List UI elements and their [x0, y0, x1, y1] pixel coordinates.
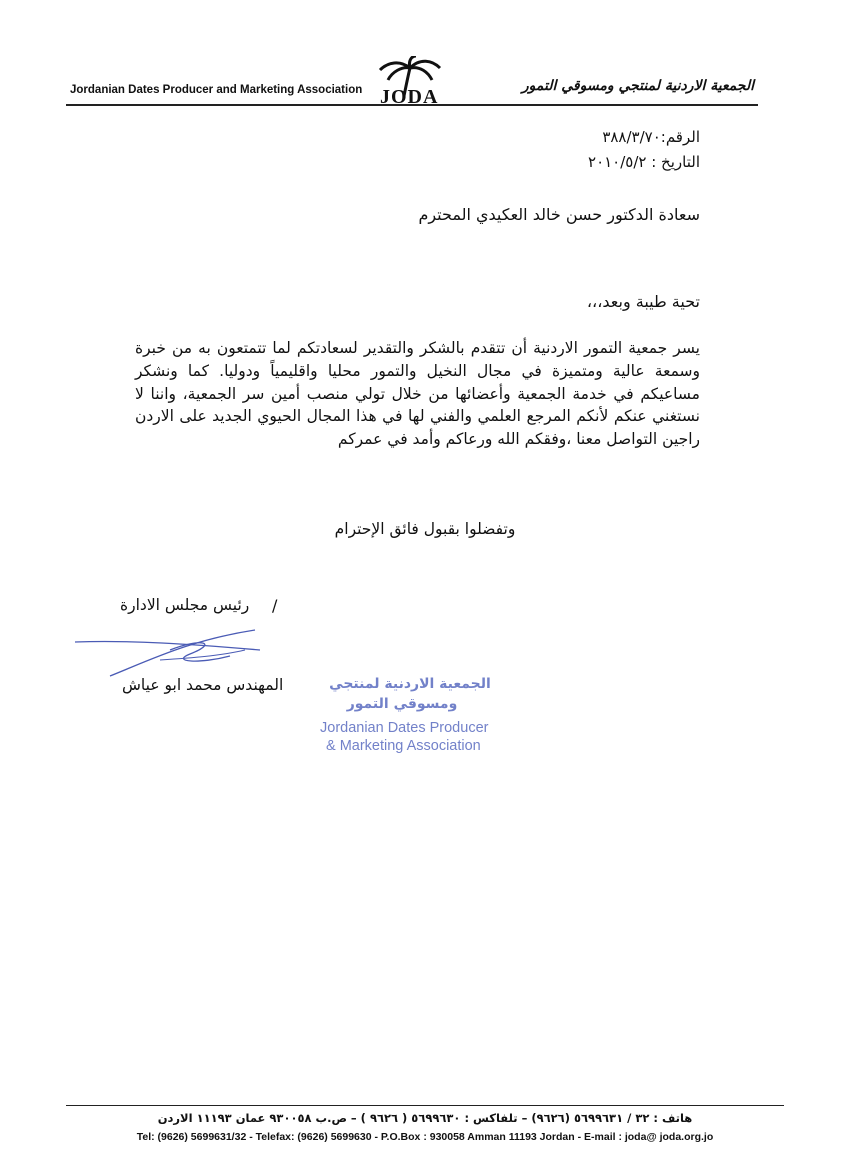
greeting: تحية طيبة وبعد،،، [586, 292, 700, 311]
reference-date: التاريخ : ٢٠١٠/٥/٢ [588, 153, 700, 171]
closing-line [0, 520, 850, 538]
letterhead-divider [66, 104, 758, 106]
slash-mark: / [272, 596, 278, 615]
stamp-arabic-line2: ومسوقي التمور [346, 696, 458, 712]
letter-body: يسر جمعية التمور الاردنية أن تتقدم بالشكر والتقدير لسعادتكم لما تتمتعون به من خبرة وسمعة عالية ومتميزة في مجال النخيل والتمور محليا واقليمياً ودوليا. كما ونشكر مساعيكم في خدمة الجمعية وأعضائها من خلال تولي منصب أمين سر الجمعية، واننا لا نستغني عنكم لأنكم المرجع العلمي والفني لها في هذا المجال الحيوي الجديد على الاردن راجين التواصل معنا ،وفقكم الله ورعاكم وأمد في عمركم [135, 339, 700, 449]
stamp-english-line1: Jordanian Dates Producer [320, 720, 489, 736]
logo-wordmark: JODA [380, 86, 439, 108]
footer-arabic-contact: هاتف : ٣٢ / ٥٦٩٩٦٣١ (٩٦٢٦) – تلفاكس : ٥٦٩٩٦٣٠ ( ٩٦٢٦ ) – ص.ب ٩٣٠٠٥٨ عمان ١١١٩٣ الاردن [157, 1111, 693, 1125]
addressee: سعادة الدكتور حسن خالد العكيدي المحترم [418, 205, 700, 224]
closing-text: وتفضلوا بقبول فائق الإحترام [334, 520, 516, 538]
association-stamp [310, 676, 500, 754]
footer-divider [66, 1105, 784, 1106]
stamp-arabic-line1: الجمعية الاردنية لمنتجي [329, 676, 491, 692]
letterhead-arabic-name: الجمعية الاردنية لمنتجي ومسوقي التمور [521, 78, 754, 94]
letterhead-english-name: Jordanian Dates Producer and Marketing Association [70, 84, 363, 96]
stamp-english-line2: & Marketing Association [326, 738, 481, 754]
reference-number: الرقم:٣٨٨/٣/٧٠ [602, 128, 700, 146]
signatory-name: المهندس محمد ابو عياش [122, 676, 284, 694]
footer-english-contact: Tel: (9626) 5699631/32 - Telefax: (9626) 5699630 - P.O.Box : 930058 Amman 11193 Jordan - E-mail : joda@ joda.org.jo [136, 1131, 714, 1143]
signatory-title: رئيس مجلس الادارة [120, 596, 250, 614]
